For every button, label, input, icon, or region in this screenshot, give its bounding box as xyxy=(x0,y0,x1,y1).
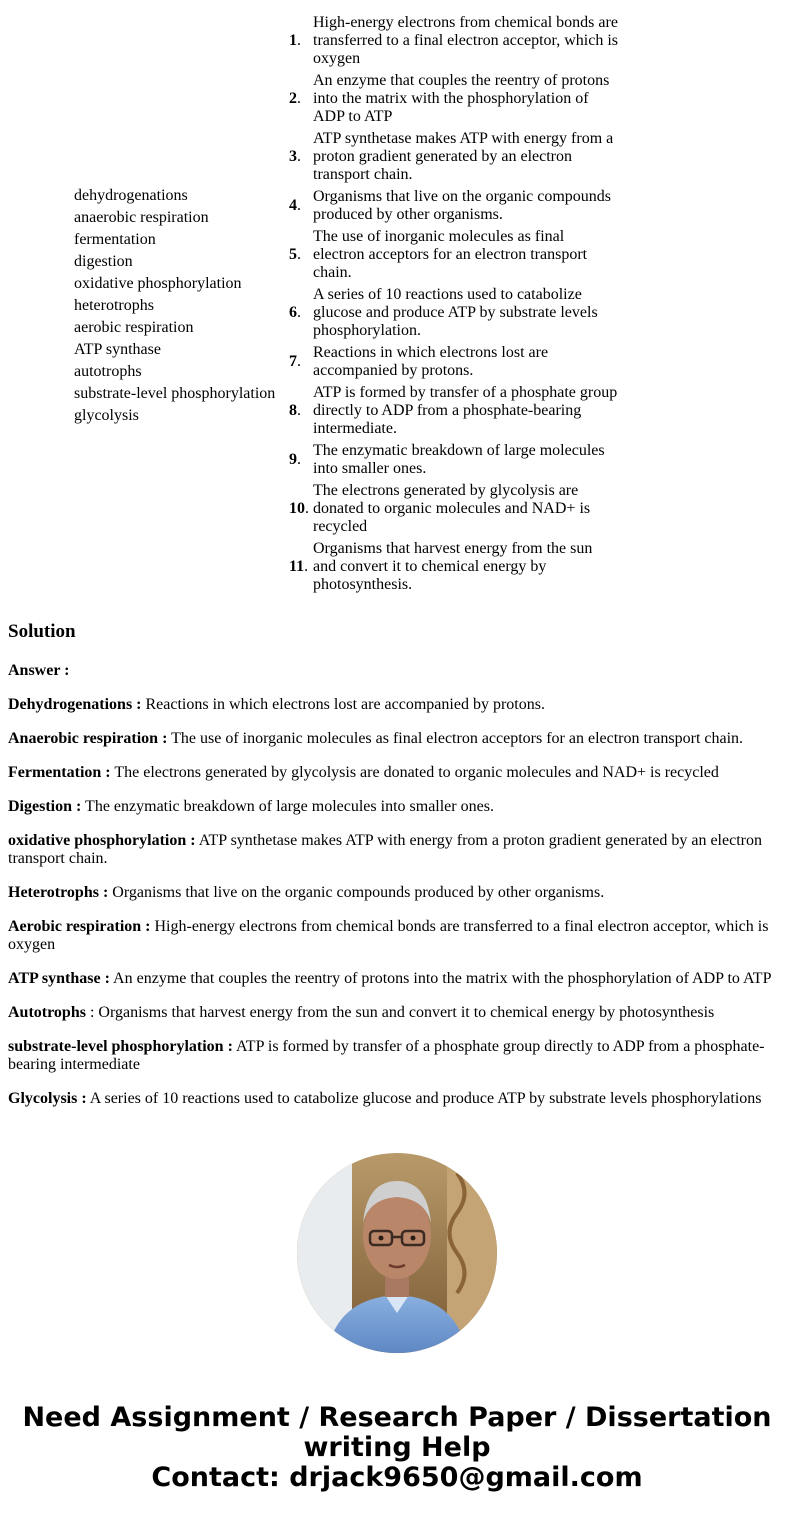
definition-number: 11 xyxy=(289,558,305,575)
definition-text: ATP synthetase makes ATP with energy from a proton gradient generated by an electron transport chain. xyxy=(313,130,614,183)
term-item: fermentation xyxy=(74,231,156,248)
definition-item: 9. The enzymatic breakdown of large molecules into smaller ones. xyxy=(289,442,618,478)
definition-number: 7 xyxy=(289,353,297,370)
answer-text: High-energy electrons from chemical bonds are transferred to a final electron acceptor, which is oxygen xyxy=(8,918,769,953)
definition-text: A series of 10 reactions used to catabolize glucose and produce ATP by substrate levels phosphorylation. xyxy=(313,286,598,339)
answer-item xyxy=(8,1004,788,1022)
answer-term: substrate-level phosphorylation : xyxy=(8,1038,233,1055)
answer-text: An enzyme that couples the reentry of protons into the matrix with the phosphorylation of ADP to ATP xyxy=(109,970,772,987)
answer-term: Anaerobic respiration : xyxy=(8,730,168,747)
answer-term: Digestion : xyxy=(8,798,82,815)
definition-number: 2 xyxy=(289,90,297,107)
definition-item: 1. High-energy electrons from chemical bonds are transferred to a final electron acceptor, which is oxygen xyxy=(289,14,618,67)
definition-item: 10. The electrons generated by glycolysis are donated to organic molecules and NAD+ is recycled xyxy=(289,482,618,536)
definition-item: 11. Organisms that harvest energy from the sun and convert it to chemical energy by photosynthesis. xyxy=(289,540,618,594)
answer-text: ATP is formed by transfer of a phosphate group directly to ADP from a phosphate-bearing intermediate xyxy=(8,1038,765,1073)
definition-item: 6. A series of 10 reactions used to catabolize glucose and produce ATP by substrate levels phosphorylation. xyxy=(289,286,618,340)
answer-item xyxy=(8,970,788,988)
term-item: anaerobic respiration xyxy=(74,209,209,226)
term-item: glycolysis xyxy=(74,407,139,424)
definition-item: 3. ATP synthetase makes ATP with energy from a proton gradient generated by an electron transport chain. xyxy=(289,130,618,184)
answer-item xyxy=(8,730,788,748)
answer-label-paragraph xyxy=(8,662,788,680)
answer-item xyxy=(8,1090,788,1108)
definition-text: Reactions in which electrons lost are accompanied by protons. xyxy=(313,344,549,379)
definition-item: 7. Reactions in which electrons lost are accompanied by protons. xyxy=(289,344,618,380)
answer-label: Answer : xyxy=(8,662,70,679)
solution-heading: Solution xyxy=(8,621,76,642)
answer-term: ATP synthase : xyxy=(8,970,110,987)
term-item: oxidative phosphorylation xyxy=(74,275,242,292)
definition-item: 2. An enzyme that couples the reentry of protons into the matrix with the phosphorylation of ADP to ATP xyxy=(289,72,618,126)
answer-text: Reactions in which electrons lost are accompanied by protons. xyxy=(141,696,545,713)
definition-item: 8. ATP is formed by transfer of a phosphate group directly to ADP from a phosphate-bearing intermediate. xyxy=(289,384,618,437)
definition-text: Organisms that live on the organic compounds produced by other organisms. xyxy=(313,188,612,223)
definition-number: 1 xyxy=(289,32,297,49)
answer-item xyxy=(8,832,788,868)
answer-item xyxy=(8,798,788,816)
answer-term: Autotrophs xyxy=(8,1004,86,1021)
author-portrait-image xyxy=(297,1153,497,1353)
definition-number: 10 xyxy=(289,500,305,517)
promo-contact-line: Contact: drjack9650@gmail.com xyxy=(151,1462,643,1493)
definition-number: 5 xyxy=(289,246,297,263)
term-item: dehydrogenations xyxy=(74,187,188,204)
promo-line-1: Need Assignment / Research Paper / Dissertation writing Help xyxy=(22,1402,772,1463)
answer-term: Fermentation : xyxy=(8,764,111,781)
definition-item: 5. The use of inorganic molecules as final electron acceptors for an electron transport chain. xyxy=(289,228,618,282)
definition-text: The electrons generated by glycolysis are donated to organic molecules and NAD+ is recycled xyxy=(313,482,591,535)
term-item: substrate-level phosphorylation xyxy=(74,385,276,402)
term-item: autotrophs xyxy=(74,363,142,380)
matching-question-table xyxy=(74,14,618,598)
definition-text: The use of inorganic molecules as final electron acceptors for an electron transport chain. xyxy=(313,228,588,281)
term-item: heterotrophs xyxy=(74,297,154,314)
definitions-column xyxy=(289,14,618,598)
answer-item xyxy=(8,884,788,902)
promo-banner xyxy=(0,1403,794,1493)
answer-term: Heterotrophs : xyxy=(8,884,109,901)
answer-item xyxy=(8,696,788,714)
definition-item: 4. Organisms that live on the organic compounds produced by other organisms. xyxy=(289,188,618,224)
term-item: digestion xyxy=(74,253,133,270)
answer-item xyxy=(8,1038,788,1074)
answer-item xyxy=(8,764,788,782)
definition-number: 8 xyxy=(289,402,297,419)
answer-term: oxidative phosphorylation : xyxy=(8,832,196,849)
answer-text: The electrons generated by glycolysis are donated to organic molecules and NAD+ is recycled xyxy=(110,764,719,781)
definition-text: ATP is formed by transfer of a phosphate group directly to ADP from a phosphate-bearing intermediate. xyxy=(313,384,618,437)
solution-section xyxy=(8,620,788,1124)
definition-text: High-energy electrons from chemical bonds are transferred to a final electron acceptor, which is oxygen xyxy=(313,14,618,67)
answer-text: A series of 10 reactions used to catabolize glucose and produce ATP by substrate levels phosphorylations xyxy=(86,1090,762,1107)
answer-text: The use of inorganic molecules as final electron acceptors for an electron transport chain. xyxy=(167,730,744,747)
answer-item xyxy=(8,918,788,954)
definition-text: Organisms that harvest energy from the sun and convert it to chemical energy by photosynthesis. xyxy=(313,540,593,593)
definition-number: 3 xyxy=(289,148,297,165)
answer-term: Glycolysis : xyxy=(8,1090,87,1107)
term-item: ATP synthase xyxy=(74,341,161,358)
term-item: aerobic respiration xyxy=(74,319,194,336)
definition-text: An enzyme that couples the reentry of protons into the matrix with the phosphorylation of ADP to ATP xyxy=(313,72,610,125)
answer-text: : Organisms that harvest energy from the sun and convert it to chemical energy by photosynthesis xyxy=(85,1004,715,1021)
definition-number: 9 xyxy=(289,451,297,468)
definition-text: The enzymatic breakdown of large molecules into smaller ones. xyxy=(313,442,605,477)
author-photo xyxy=(297,1153,497,1353)
answer-term: Dehydrogenations : xyxy=(8,696,142,713)
answer-text: Organisms that live on the organic compounds produced by other organisms. xyxy=(108,884,605,901)
answer-text: ATP synthetase makes ATP with energy from a proton gradient generated by an electron transport chain. xyxy=(8,832,762,867)
definition-number: 4 xyxy=(289,197,297,214)
answer-text: The enzymatic breakdown of large molecules into smaller ones. xyxy=(81,798,494,815)
terms-column xyxy=(74,14,289,598)
answer-term: Aerobic respiration : xyxy=(8,918,151,935)
definition-number: 6 xyxy=(289,304,297,321)
